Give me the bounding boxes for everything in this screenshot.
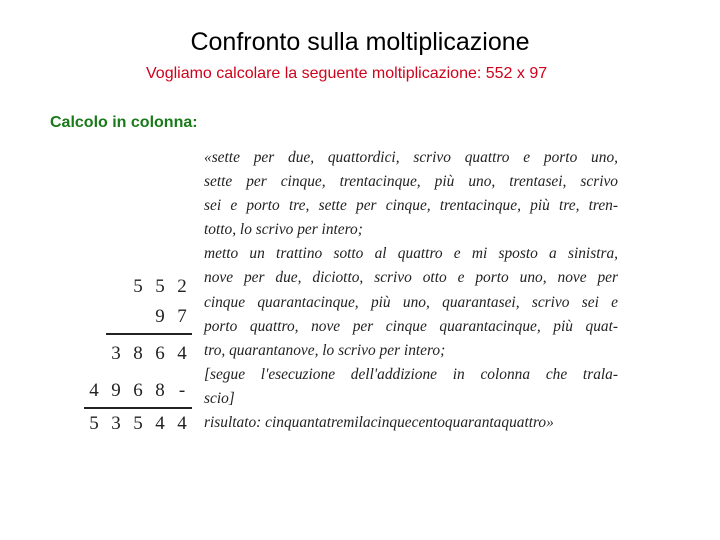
multiplier-row: [80, 306, 192, 330]
digit: 4: [177, 413, 187, 434]
text-line: nove per due, diciotto, scrivo otto e porto uno, nove per: [204, 269, 618, 287]
digit: 4: [89, 380, 99, 401]
partial-product-row: [80, 343, 192, 367]
sum-rule: [84, 407, 192, 409]
text-line: risultato: cinquantatremilacinquecentoquarantaquattro»: [204, 414, 554, 432]
text-line: sette per cinque, trentacinque, più uno, trentasei, scrivo: [204, 173, 618, 191]
slide-subtitle: Vogliamo calcolare la seguente moltiplicazione: 552 x 97: [146, 65, 548, 82]
text-line: [segue l'esecuzione dell'addizione in colonna che trala-: [204, 365, 618, 383]
multiplicand-row: [80, 276, 192, 300]
digit: 8: [133, 343, 143, 364]
digit: 5: [89, 413, 99, 434]
section-label: Calcolo in colonna:: [50, 114, 198, 131]
digit: 6: [155, 343, 165, 364]
partial-product-row: [80, 380, 192, 404]
digit: 5: [155, 276, 165, 297]
digit: 4: [177, 343, 187, 364]
text-line: cinque quarantacinque, più uno, quarantasei, scrivo sei e: [204, 293, 618, 311]
result-row: [80, 413, 192, 437]
digit: 3: [111, 343, 121, 364]
text-line: «sette per due, quattordici, scrivo quattro e porto uno,: [204, 149, 618, 166]
digit: 7: [177, 306, 187, 327]
digit: 9: [155, 306, 165, 327]
digit: 2: [177, 276, 187, 297]
text-line: tro, quarantanove, lo scrivo per intero;: [204, 341, 446, 359]
digit: 6: [133, 380, 143, 401]
text-line: sei e porto tre, sette per cinque, trentacinque, più tre, tren-: [204, 197, 618, 215]
digit: 5: [133, 276, 143, 297]
digit: 9: [111, 380, 121, 401]
text-line: totto, lo scrivo per intero;: [204, 221, 363, 239]
placeholder-dash: -: [178, 380, 186, 401]
column-multiplication: [80, 276, 192, 441]
digit: 8: [155, 380, 165, 401]
explanation-text: [204, 146, 618, 435]
text-line: porto quattro, nove per cinque quarantacinque, più quat-: [204, 317, 618, 335]
multiplication-rule: [106, 333, 192, 335]
digit: 4: [155, 413, 165, 434]
text-line: scio]: [204, 389, 235, 407]
slide-title: Confronto sulla moltiplicazione: [190, 28, 530, 56]
text-line: metto un trattino sotto al quattro e mi sposto a sinistra,: [204, 245, 618, 263]
digit: 3: [111, 413, 121, 434]
digit: 5: [133, 413, 143, 434]
